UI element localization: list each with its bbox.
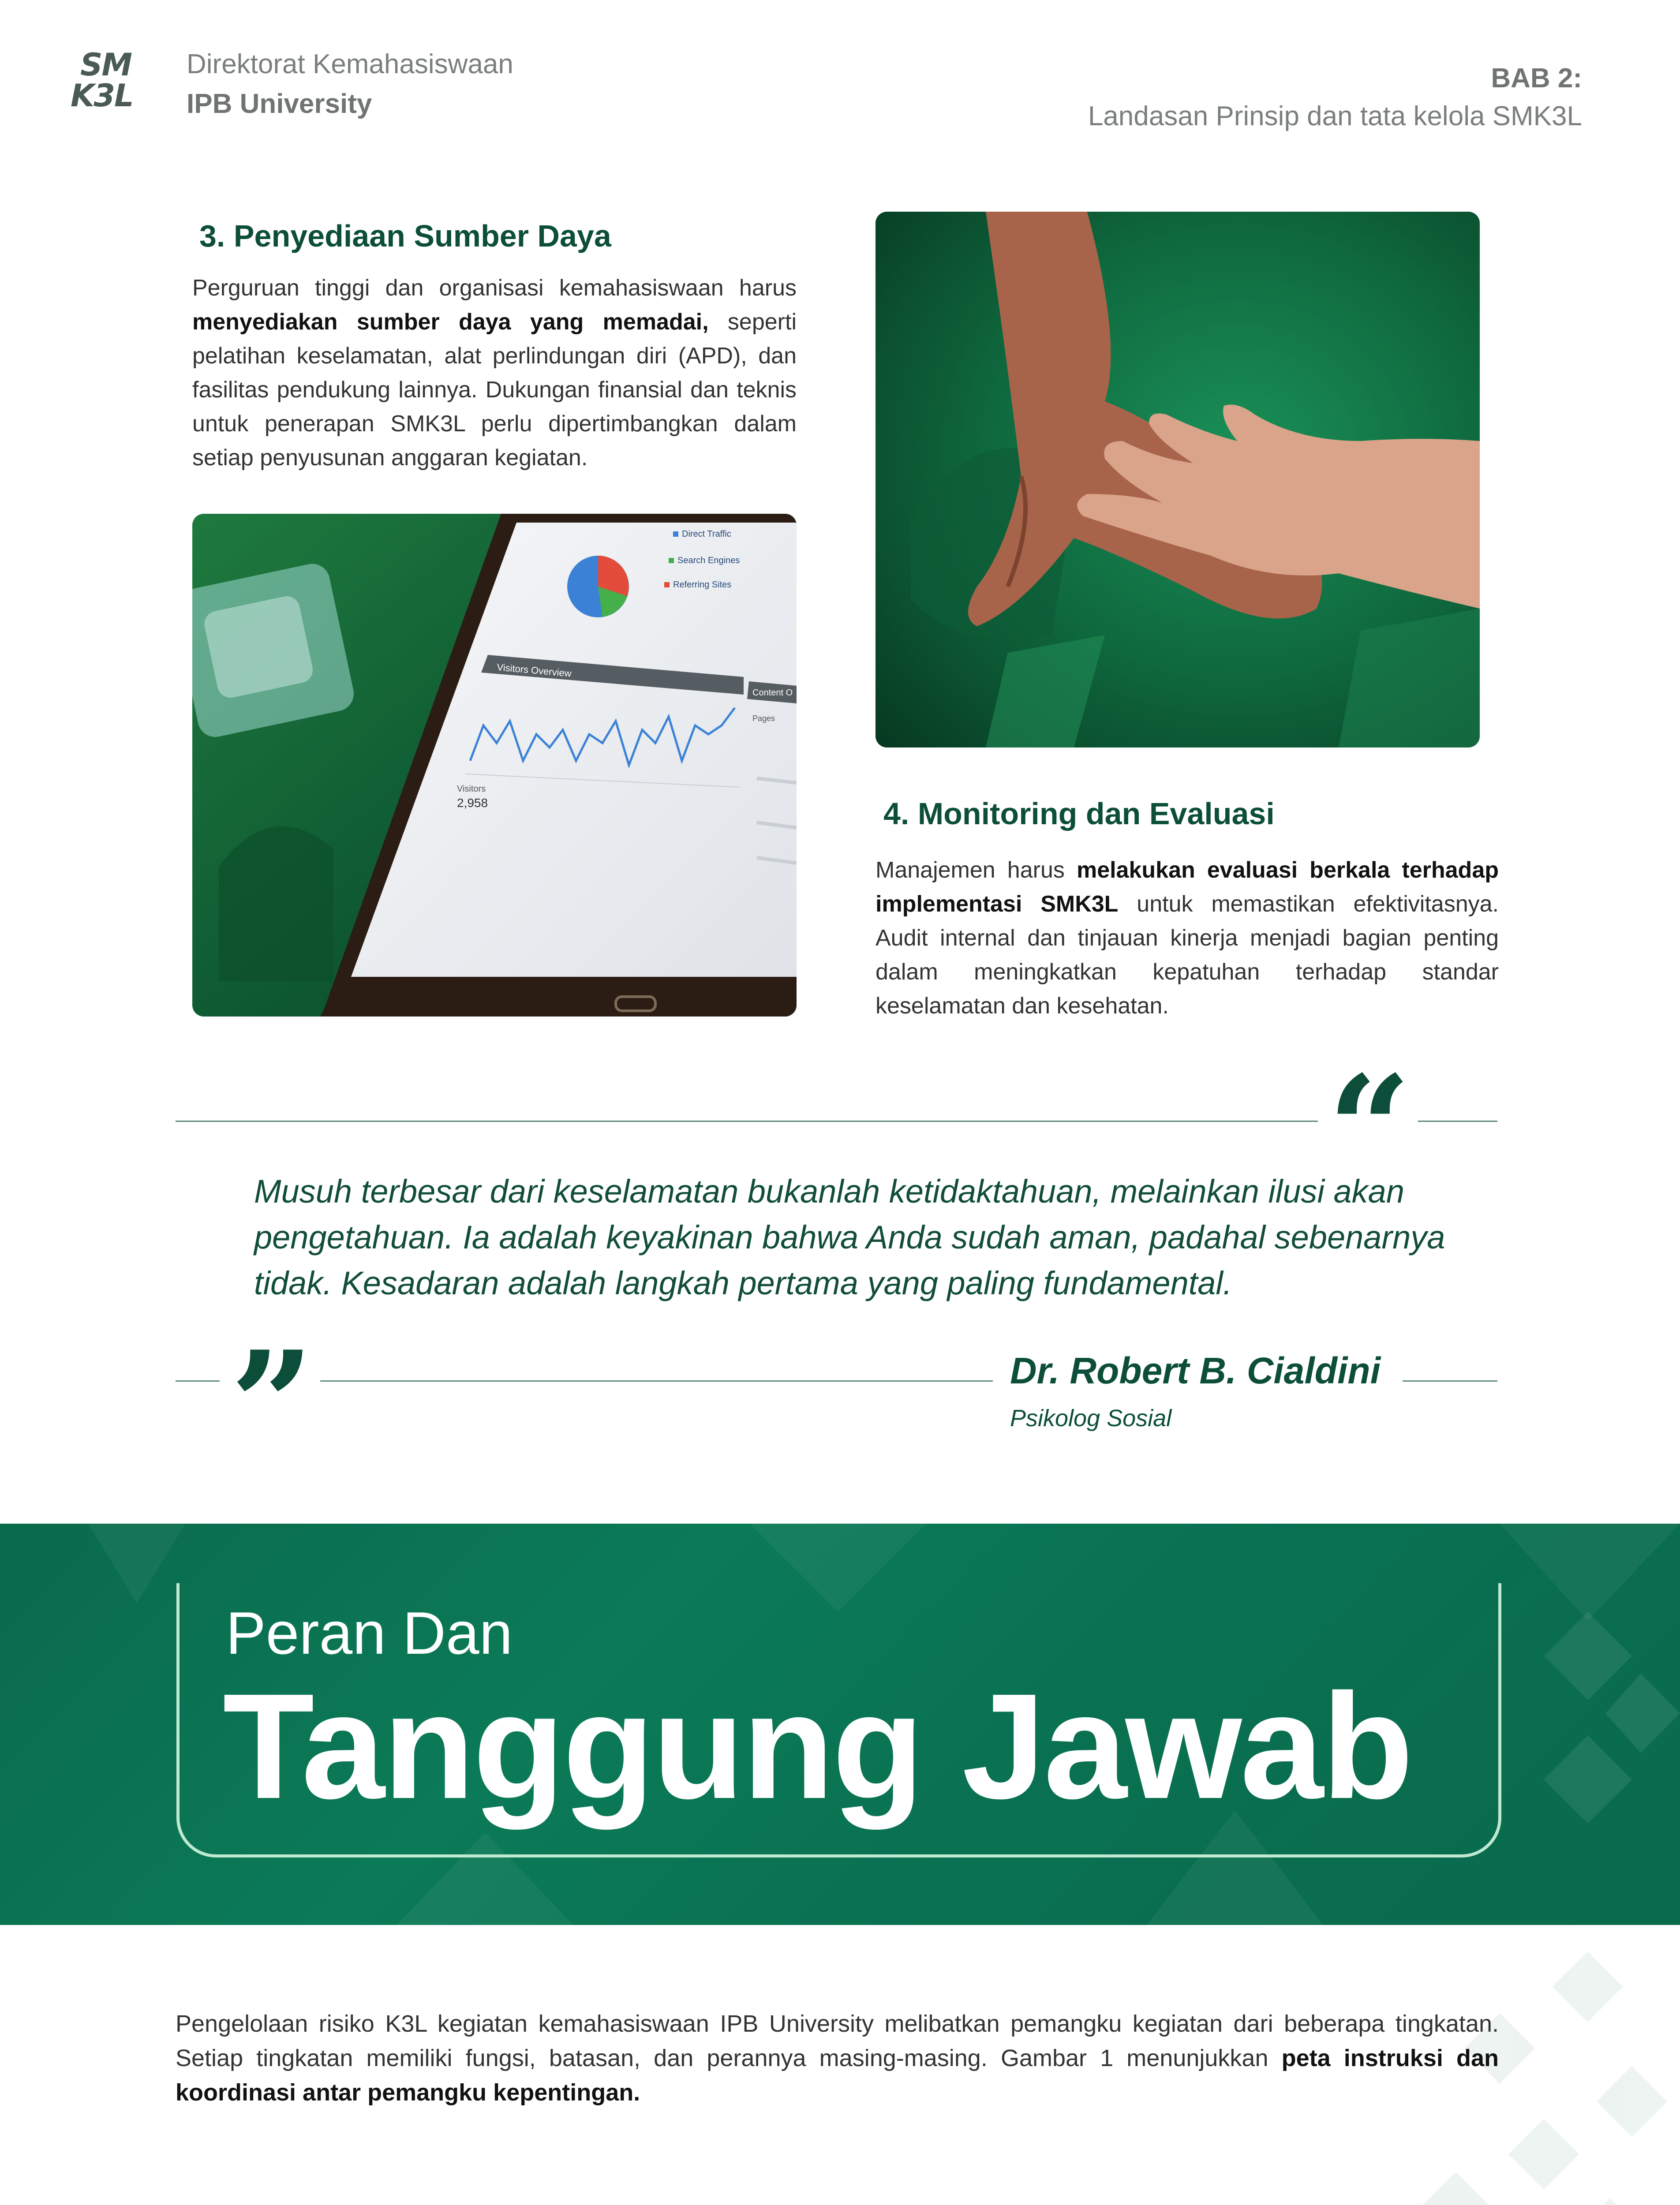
close-quote-mark: ”	[230, 1319, 314, 1490]
quote-bottom-rule-mid	[320, 1380, 993, 1382]
quote-author: Dr. Robert B. Cialdini	[1010, 1350, 1381, 1391]
quote-bottom-rule-left	[176, 1380, 220, 1382]
section-4-body	[876, 853, 1499, 1023]
quote-author-role: Psikolog Sosial	[1010, 1405, 1172, 1431]
open-quote-mark: “	[1328, 1043, 1411, 1215]
smk3l-logo	[71, 49, 150, 116]
visitors-label: Visitors	[457, 784, 486, 794]
tablet-photo-svg	[192, 514, 797, 1017]
section-4-text-b: untuk memastikan efektivitasnya. Audit internal dan tinjauan kinerja menjadi bagian penting dalam meningkatkan kepatuhan terhadap standar keselamatan dan kesehatan.	[876, 891, 1499, 1019]
legend-search: Search Engines	[677, 556, 740, 565]
section-4-text-bold: melakukan evaluasi berkala terhadap implementasi SMK3L	[876, 857, 1499, 917]
quote-top-rule-right	[1418, 1121, 1497, 1122]
legend-referring: Referring Sites	[673, 580, 732, 590]
intro-paragraph	[176, 2007, 1499, 2110]
hands-photo	[876, 212, 1480, 747]
section-4-text-a: Manajemen harus	[876, 857, 1077, 883]
section-4-number: 4.	[883, 796, 909, 831]
hands-photo-svg	[876, 212, 1480, 747]
section-3-text-a: Perguruan tinggi dan organisasi kemahasiswaan harus	[192, 275, 797, 301]
section-3-body	[192, 271, 797, 475]
section-3-text-bold: menyediakan sumber daya yang memadai,	[192, 309, 709, 335]
banner-title: Tanggung Jawab	[223, 1663, 1412, 1830]
side-panel-sub: Pages	[752, 714, 775, 723]
section-4-heading	[883, 796, 1483, 831]
quote-top-rule	[176, 1121, 1318, 1122]
tablet-analytics-photo	[192, 514, 797, 1017]
quote-text: Musuh terbesar dari keselamatan bukanlah ketidaktahuan, melainkan ilusi akan pengetahuan. Ia adalah keyakinan bahwa Anda sudah aman, padahal sebenarnya tidak. Kesadaran adalah langkah pertama yang paling fundamental.	[254, 1173, 1445, 1301]
legend-direct: Direct Traffic	[682, 529, 731, 539]
panel-title: Visitors Overview	[496, 662, 572, 679]
section-4-title: Monitoring dan Evaluasi	[917, 796, 1275, 831]
visitors-value: 2,958	[457, 796, 488, 810]
logo-line1: SM	[80, 47, 132, 83]
intro-text-bold: peta instruksi dan koordinasi antar pemangku kepentingan.	[176, 2045, 1499, 2106]
logo-line2: K3L	[71, 78, 133, 114]
chapter-title: Landasan Prinsip dan tata kelola SMK3L	[1088, 101, 1582, 131]
section-3-title: Penyediaan Sumber Daya	[233, 219, 611, 253]
section-3-number: 3.	[199, 219, 225, 253]
header-department: Direktorat Kemahasiswaan	[187, 49, 513, 79]
section-3-text-b: seperti pelatihan keselamatan, alat perlindungan diri (APD), dan fasilitas pendukung lainnya. Dukungan finansial dan teknis untuk penerapan SMK3L perlu dipertimbangkan dalam setiap penyusunan anggaran kegiatan.	[192, 309, 797, 471]
quote-bottom-rule-right	[1403, 1380, 1497, 1382]
banner-subtitle: Peran Dan	[226, 1600, 513, 1667]
chapter-label: BAB 2:	[1491, 63, 1582, 93]
intro-text-a: Pengelolaan risiko K3L kegiatan kemahasiswaan IPB University melibatkan pemangku kegiatan dari beberapa tingkatan. Setiap tingkatan memiliki fungsi, batasan, dan perannya masing-masing. Gambar 1 menunjukkan	[176, 2011, 1499, 2071]
side-panel-title: Content O	[752, 688, 793, 698]
section-3-heading	[199, 218, 799, 254]
header-institution: IPB University	[187, 89, 372, 119]
